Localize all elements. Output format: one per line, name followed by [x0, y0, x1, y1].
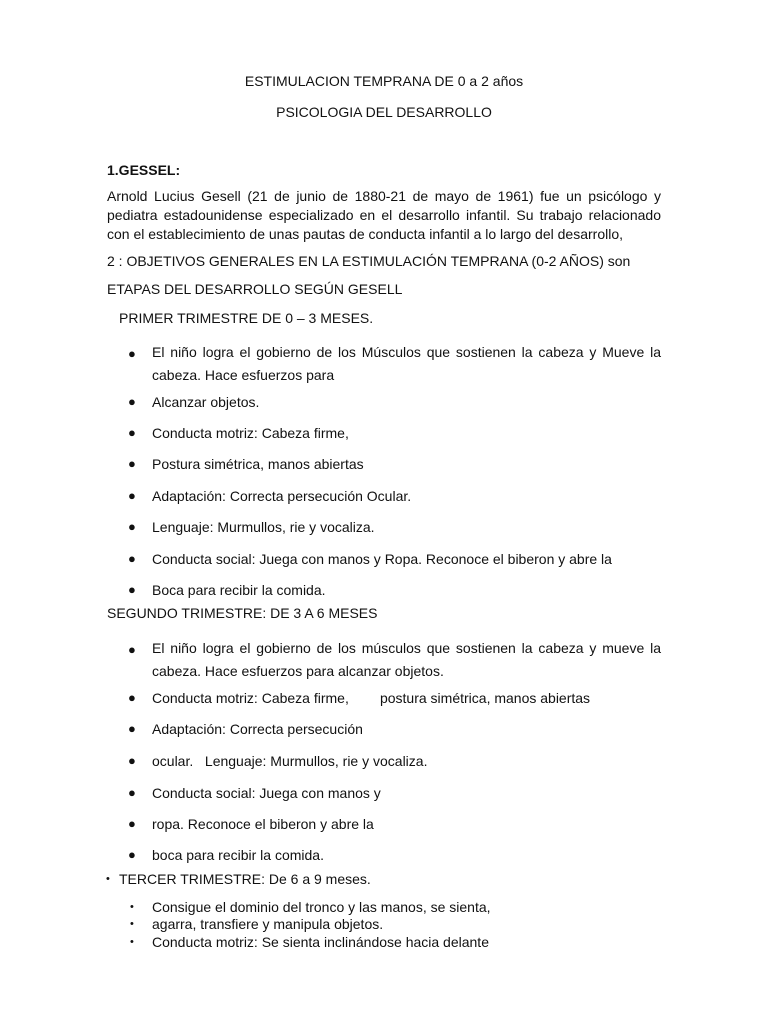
third-trimester-heading: TERCER TRIMESTRE: De 6 a 9 meses. [119, 871, 371, 887]
bullet-icon: ● [128, 551, 136, 566]
list-item: Adaptación: Correcta persecución [152, 721, 363, 737]
list-item: Conducta motriz: Se sienta inclinándose hacia delante [152, 934, 489, 950]
bullet-icon: ● [128, 642, 136, 657]
small-bullet-icon: • [130, 936, 134, 948]
list-item: Conducta social: Juega con manos y [152, 785, 381, 801]
list-item: boca para recibir la comida. [152, 847, 324, 863]
bullet-icon: ● [128, 582, 136, 597]
list-item: Conducta social: Juega con manos y Ropa. Reconoce el biberon y abre la [152, 551, 612, 567]
list-item: Adaptación: Correcta persecución Ocular. [152, 488, 412, 504]
list-item: Lenguaje: Murmullos, rie y vocaliza. [152, 519, 375, 535]
list-item: Postura simétrica, manos abiertas [152, 456, 364, 472]
list-item: El niño logra el gobierno de los músculos que sostienen la cabeza y mueve la cabeza. Hace esfuerzos para alcanzar objetos. [152, 640, 661, 679]
list-item: ropa. Reconoce el biberon y abre la [152, 816, 374, 832]
bullet-icon: ● [128, 425, 136, 440]
bullet-icon: ● [128, 753, 136, 768]
stages-heading: ETAPAS DEL DESARROLLO SEGÚN GESELL [107, 281, 403, 297]
document-subtitle: PSICOLOGIA DEL DESARROLLO [276, 104, 492, 120]
list-item: Conducta motriz: Cabeza firme, [152, 425, 349, 441]
small-bullet-icon: • [130, 901, 134, 913]
list-item: Consigue el dominio del tronco y las manos, se sienta, [152, 899, 491, 915]
document-title: ESTIMULACION TEMPRANA DE 0 a 2 años [244, 73, 524, 89]
bullet-icon: ● [128, 785, 136, 800]
bullet-icon: ● [128, 816, 136, 831]
first-trimester-heading: PRIMER TRIMESTRE DE 0 – 3 MESES. [119, 310, 374, 326]
bullet-icon: ● [128, 690, 136, 705]
list-item: El niño logra el gobierno de los Músculos que sostienen la cabeza y Mueve la cabeza. Hace esfuerzos para [152, 344, 661, 383]
bullet-icon: ● [128, 721, 136, 736]
bullet-icon: ● [128, 488, 136, 503]
list-item: ocular. Lenguaje: Murmullos, rie y vocaliza. [152, 753, 428, 769]
gesell-paragraph: Arnold Lucius Gesell (21 de junio de 1880-21 de mayo de 1961) fue un psicólogo y pediatra estadounidense especializado en el desarrollo infantil. Su trabajo relacionado con el establecimiento de unas pautas de conducta infantil a lo largo del desarrollo, [107, 188, 661, 242]
small-bullet-icon: • [130, 918, 134, 930]
bullet-icon: ● [128, 346, 136, 361]
list-item: agarra, transfiere y manipula objetos. [152, 916, 384, 932]
list-item: Conducta motriz: Cabeza firme, postura simétrica, manos abiertas [152, 690, 591, 706]
bullet-icon: ● [128, 456, 136, 471]
second-trimester-heading: SEGUNDO TRIMESTRE: DE 3 A 6 MESES [107, 605, 378, 621]
bullet-icon: ● [128, 394, 136, 409]
section-heading-gessel: 1.GESSEL: [107, 162, 181, 178]
small-bullet-icon: • [106, 873, 110, 885]
list-item: Boca para recibir la comida. [152, 582, 326, 598]
bullet-icon: ● [128, 847, 136, 862]
list-item: Alcanzar objetos. [152, 394, 260, 410]
bullet-icon: ● [128, 519, 136, 534]
objectives-heading: 2 : OBJETIVOS GENERALES EN LA ESTIMULACIÓN TEMPRANA (0-2 AÑOS) son [107, 253, 631, 269]
